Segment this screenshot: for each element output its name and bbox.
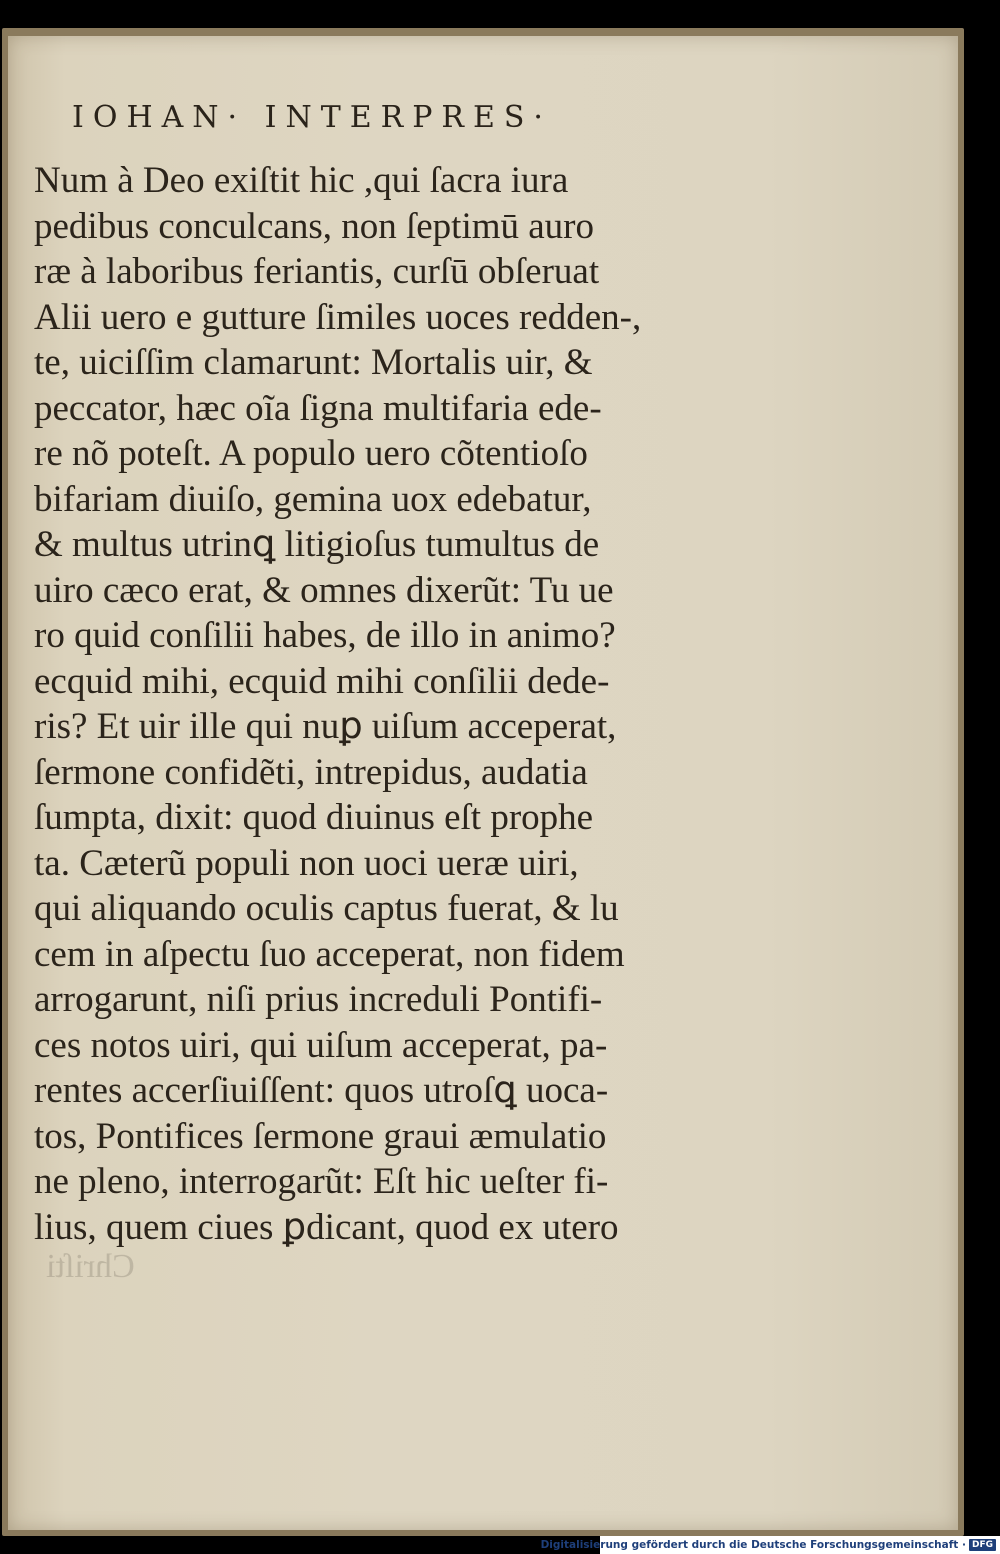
text-line: qui aliquando oculis captus fuerat, & lu [34, 888, 619, 929]
text-line: ris? Et uir ille qui nuꝑ uiſum acceperat, [34, 706, 617, 747]
running-head: IOHAN· INTERPRES· [72, 100, 552, 135]
text-line: rentes accerſiuiſſent: quos utroſꝗ uoca- [34, 1070, 609, 1111]
text-line: ſermone confidẽti, intrepidus, audatia [34, 751, 588, 793]
text-line: uiro cæco erat, & omnes dixerũt: Tu ue [34, 569, 614, 611]
text-line: Alii uero e gutture ſimiles uoces redden-, [34, 296, 642, 338]
text-line: ecquid mihi, ecquid mihi conſilii dede- [34, 660, 610, 702]
text-line: Num à Deo exiſtit hic ,qui ſacra iura [34, 160, 569, 201]
text-line: ro quid conſilii habes, de illo in animo? [34, 615, 616, 656]
text-line: lius, quem ciues ꝑdicant, quod ex utero [34, 1206, 619, 1248]
text-line: te, uiciſſim clamarunt: Mortalis uir, & [34, 342, 593, 383]
text-line: ſumpta, dixit: quod diuinus eſt prophe [34, 797, 594, 838]
footer-bar [540, 1536, 1000, 1554]
text-line: tos, Pontifices ſermone graui æmulatio [34, 1115, 607, 1157]
text-line: peccator, hæc oĩa ſigna multifaria ede- [34, 387, 602, 429]
dfg-logo-icon: DFG [969, 1539, 996, 1551]
bleed-through-text: Chriſti [46, 1248, 135, 1285]
text-line: arrogarunt, niſi prius increduli Pontifi- [34, 979, 603, 1020]
text-line: bifariam diuiſo, gemina uox edebatur, [34, 478, 592, 520]
text-line: ne pleno, interrogarũt: Eſt hic ueſter fi- [34, 1161, 609, 1202]
text-line: cem in aſpectu ſuo acceperat, non fidem [34, 933, 625, 975]
text-line: & multus utrinꝗ litigioſus tumultus de [34, 524, 600, 565]
text-line: pedibus conculcans, non ſeptimū auro [34, 205, 595, 247]
text-line: ræ à laboribus feriantis, curſū obſeruat [34, 251, 600, 292]
footer-credit: Digitalisierung gefördert durch die Deutsche Forschungsgemeinschaft · [540, 1539, 966, 1551]
text-line: ces notos uiri, qui uiſum acceperat, pa- [34, 1024, 608, 1066]
text-block [34, 158, 674, 1250]
text-line: ta. Cæterũ populi non uoci ueræ uiri, [34, 842, 579, 884]
text-line: re nõ poteſt. A populo uero cõtentioſo [34, 433, 588, 474]
